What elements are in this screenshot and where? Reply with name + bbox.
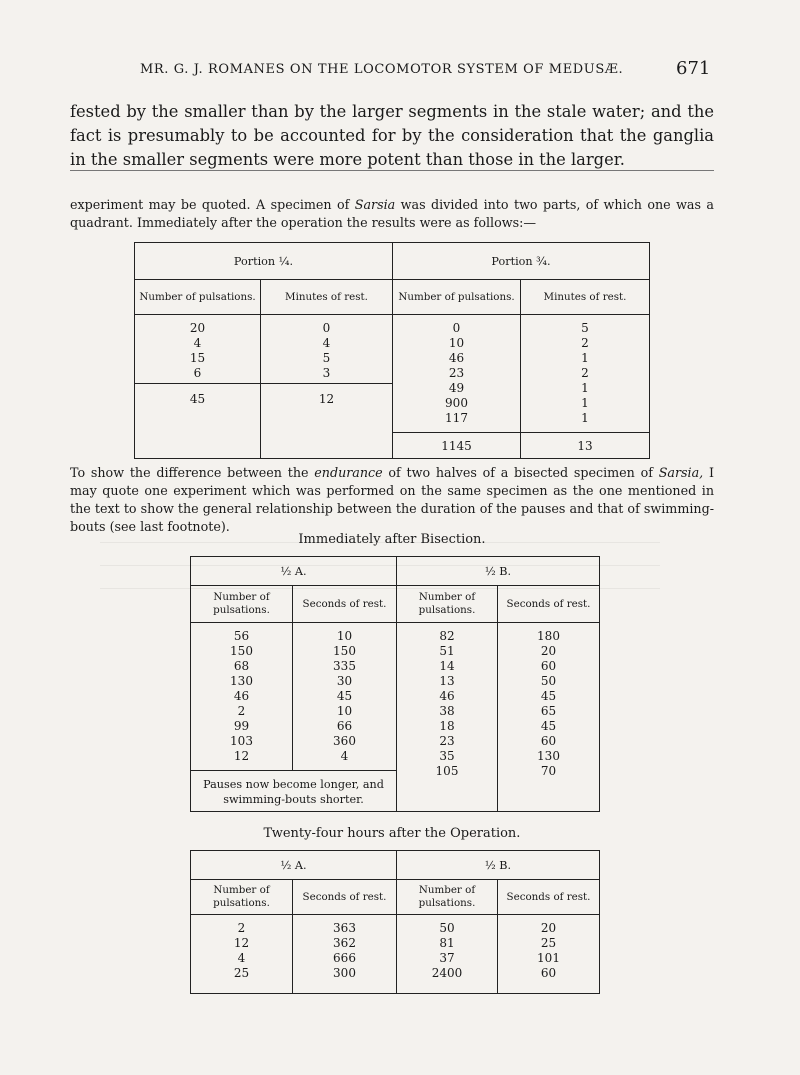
t2-b-second: 70: [540, 764, 557, 778]
t3-b-second: 20: [540, 921, 557, 935]
t3-b-pulsation: 37: [439, 951, 455, 965]
t2-b-second: 60: [540, 734, 557, 748]
running-title: MR. G. J. ROMANES ON THE LOCOMOTOR SYSTEM OF MEDUSÆ.: [140, 62, 624, 77]
t2-note: Pauses now become longer, and swimming-bouts shorter.: [191, 770, 396, 811]
t1-left-pulsation: 20: [189, 321, 206, 335]
t2-b-pulsation: 46: [439, 689, 455, 703]
t2-b-pulsation: 18: [439, 719, 455, 733]
t2-a-seconds-header: Seconds of rest.: [293, 586, 397, 623]
t3-half-b-header: ½ B.: [397, 851, 600, 880]
twenty-four-hours-table: [190, 850, 600, 994]
t2-b-pulsation: 35: [439, 749, 455, 763]
lead-text: fested by the smaller than by the larger segments in the stale water; and the fact is presumably to be accounted for by the consideration that the ganglia in the smaller segments were more potent than those in the larger.: [70, 102, 714, 169]
experiment-text-a: experiment may be quoted. A specimen of: [70, 197, 355, 212]
t1-right-pulsation: 900: [445, 396, 468, 410]
portion-table: [134, 242, 650, 459]
t2-b-pulsation: 13: [439, 674, 455, 688]
t1-right-pulsations-header: Number of pulsations.: [393, 280, 521, 315]
t3-a-pulsation: 12: [233, 936, 250, 950]
t2-b-second: 180: [537, 629, 560, 643]
t3-half-a-header: ½ A.: [191, 851, 397, 880]
t3-b-pulsations-col: [397, 915, 498, 994]
t1-right-pulsation: 23: [448, 366, 465, 380]
lead-paragraph: [70, 100, 714, 172]
t2-a-seconds-col: [293, 623, 396, 770]
t1-left-rest: 5: [322, 351, 331, 365]
t3-b-pulsations-header: Number of pulsations.: [397, 880, 498, 915]
t1-right-pulsation: 46: [448, 351, 465, 365]
t3-b-seconds-col: [498, 915, 600, 994]
t3-b-second: 60: [540, 966, 557, 980]
t1-right-rest: 2: [581, 366, 589, 380]
t3-a-second: 363: [333, 921, 356, 935]
t3-b-pulsation: 50: [439, 921, 455, 935]
t2-a-pulsation: 68: [233, 659, 250, 673]
t2-b-second: 65: [540, 704, 557, 718]
para2-endurance: endurance: [314, 465, 383, 480]
t2-a-pulsations-col: [191, 623, 293, 770]
t2-b-pulsation: 23: [439, 734, 455, 748]
t2-a-pulsation: 130: [230, 674, 253, 688]
t2-half-a-body: [191, 623, 397, 812]
t2-b-second: 50: [540, 674, 557, 688]
t1-left-rest: 0: [322, 321, 331, 335]
bisection-table: [190, 556, 600, 812]
para2-text-b: of two halves of a bisected specimen of: [382, 465, 659, 480]
t2-a-second: 4: [340, 749, 349, 763]
t1-left-pulsation: 4: [193, 336, 202, 350]
t2-a-pulsation: 99: [233, 719, 250, 733]
table3-caption: Twenty-four hours after the Operation.: [263, 826, 521, 841]
t2-b-second: 45: [540, 719, 557, 733]
t1-right-rest: 5: [581, 321, 589, 335]
t1-right-rest-col: [521, 315, 650, 459]
para2-text-c: I may quote one experiment which was performed on the same specimen as the one mentioned in the text to show the general relationship between the duration of the pauses and that of swimming-bouts (see last footnote).: [70, 465, 714, 534]
experiment-paragraph: [70, 196, 714, 232]
t3-a-pulsation: 4: [237, 951, 246, 965]
t3-a-pulsation: 2: [237, 921, 246, 935]
para2-text-a: To show the difference between the: [70, 465, 315, 480]
t1-left-rest-col: [261, 315, 393, 459]
t3-b-pulsation: 81: [439, 936, 455, 950]
t1-right-pulsation: 0: [452, 321, 461, 335]
page-number: 671: [676, 58, 711, 79]
t3-a-second: 666: [333, 951, 356, 965]
t3-b-second: 25: [540, 936, 557, 950]
t2-b-second: 130: [537, 749, 560, 763]
t3-a-seconds-header: Seconds of rest.: [293, 880, 397, 915]
t1-left-total-rest: 12: [318, 392, 335, 406]
t2-a-pulsation: 46: [233, 689, 250, 703]
t2-a-second: 150: [333, 644, 356, 658]
t2-a-pulsation: 12: [233, 749, 250, 763]
t1-left-pulsations-col: [135, 315, 261, 459]
t2-half-b-header: ½ B.: [397, 557, 600, 586]
t3-a-pulsation: 25: [233, 966, 250, 980]
t2-b-second: 20: [540, 644, 557, 658]
t3-b-second: 101: [537, 951, 560, 965]
t1-right-pulsation: 49: [448, 381, 465, 395]
t3-a-second: 362: [333, 936, 356, 950]
t1-left-pulsation: 15: [189, 351, 206, 365]
t2-half-a-header: ½ A.: [191, 557, 397, 586]
t3-a-pulsations-header: Number of pulsations.: [191, 880, 293, 915]
t2-b-pulsation: 38: [439, 704, 455, 718]
t2-a-pulsation: 56: [233, 629, 250, 643]
t2-b-pulsation: 14: [439, 659, 455, 673]
t1-right-rest: 2: [581, 336, 589, 350]
t1-right-pulsation: 10: [448, 336, 465, 350]
t2-b-pulsation: 82: [439, 629, 455, 643]
section-divider: [70, 170, 714, 171]
t3-a-pulsations-col: [191, 915, 293, 994]
t2-b-pulsation: 105: [435, 764, 459, 778]
t1-right-rest: 1: [581, 351, 589, 365]
t2-a-pulsation: 150: [230, 644, 253, 658]
t2-b-pulsations-header: Number of pulsations.: [397, 586, 498, 623]
t1-right-rest-header: Minutes of rest.: [521, 280, 650, 315]
t2-a-second: 45: [336, 689, 353, 703]
t2-a-second: 10: [336, 629, 353, 643]
t1-left-rest: 4: [322, 336, 331, 350]
t2-a-pulsation: 2: [237, 704, 246, 718]
t2-b-pulsation: 51: [439, 644, 455, 658]
t1-right-pulsations-col: [393, 315, 521, 459]
experiment-text-sarsia: Sarsia: [354, 197, 396, 212]
t3-a-seconds-col: [293, 915, 397, 994]
t3-a-second: 300: [333, 966, 356, 980]
t1-left-pulsation: 6: [193, 366, 202, 380]
t2-a-second: 10: [336, 704, 353, 718]
second-paragraph: [70, 464, 714, 536]
t2-a-second: 360: [333, 734, 356, 748]
t1-right-rest: 1: [581, 381, 589, 395]
t2-a-second: 66: [336, 719, 353, 733]
t2-b-second: 60: [540, 659, 557, 673]
t1-left-total-pulsations: 45: [189, 392, 206, 406]
t1-right-total-pulsations: 1145: [441, 439, 472, 453]
para2-sarsia: Sarsia,: [658, 465, 704, 480]
t2-a-second: 30: [336, 674, 353, 688]
t2-a-pulsation: 103: [230, 734, 253, 748]
t1-left-pulsations-header: Number of pulsations.: [135, 280, 261, 315]
experiment-text-b: was divided into two parts, of which one was a quadrant. Immediately after the operation the results were as follows:—: [70, 197, 714, 230]
t2-b-second: 45: [540, 689, 557, 703]
t2-a-pulsations-header: Number of pulsations.: [191, 586, 293, 623]
t2-b-pulsations-col: [397, 623, 498, 812]
t2-b-seconds-header: Seconds of rest.: [498, 586, 600, 623]
t2-b-seconds-col: [498, 623, 600, 812]
t3-b-seconds-header: Seconds of rest.: [498, 880, 600, 915]
table2-caption: Immediately after Bisection.: [298, 532, 486, 547]
t1-right-rest: 1: [581, 396, 589, 410]
t1-left-rest: 3: [322, 366, 331, 380]
t1-right-rest: 1: [581, 411, 589, 425]
t1-right-total-rest: 13: [577, 439, 593, 453]
t2-a-second: 335: [333, 659, 356, 673]
portion-left-header: Portion ¼.: [135, 243, 393, 280]
t3-b-pulsation: 2400: [431, 966, 463, 980]
t1-right-pulsation: 117: [445, 411, 468, 425]
t1-left-rest-header: Minutes of rest.: [261, 280, 393, 315]
portion-right-header: Portion ¾.: [393, 243, 650, 280]
